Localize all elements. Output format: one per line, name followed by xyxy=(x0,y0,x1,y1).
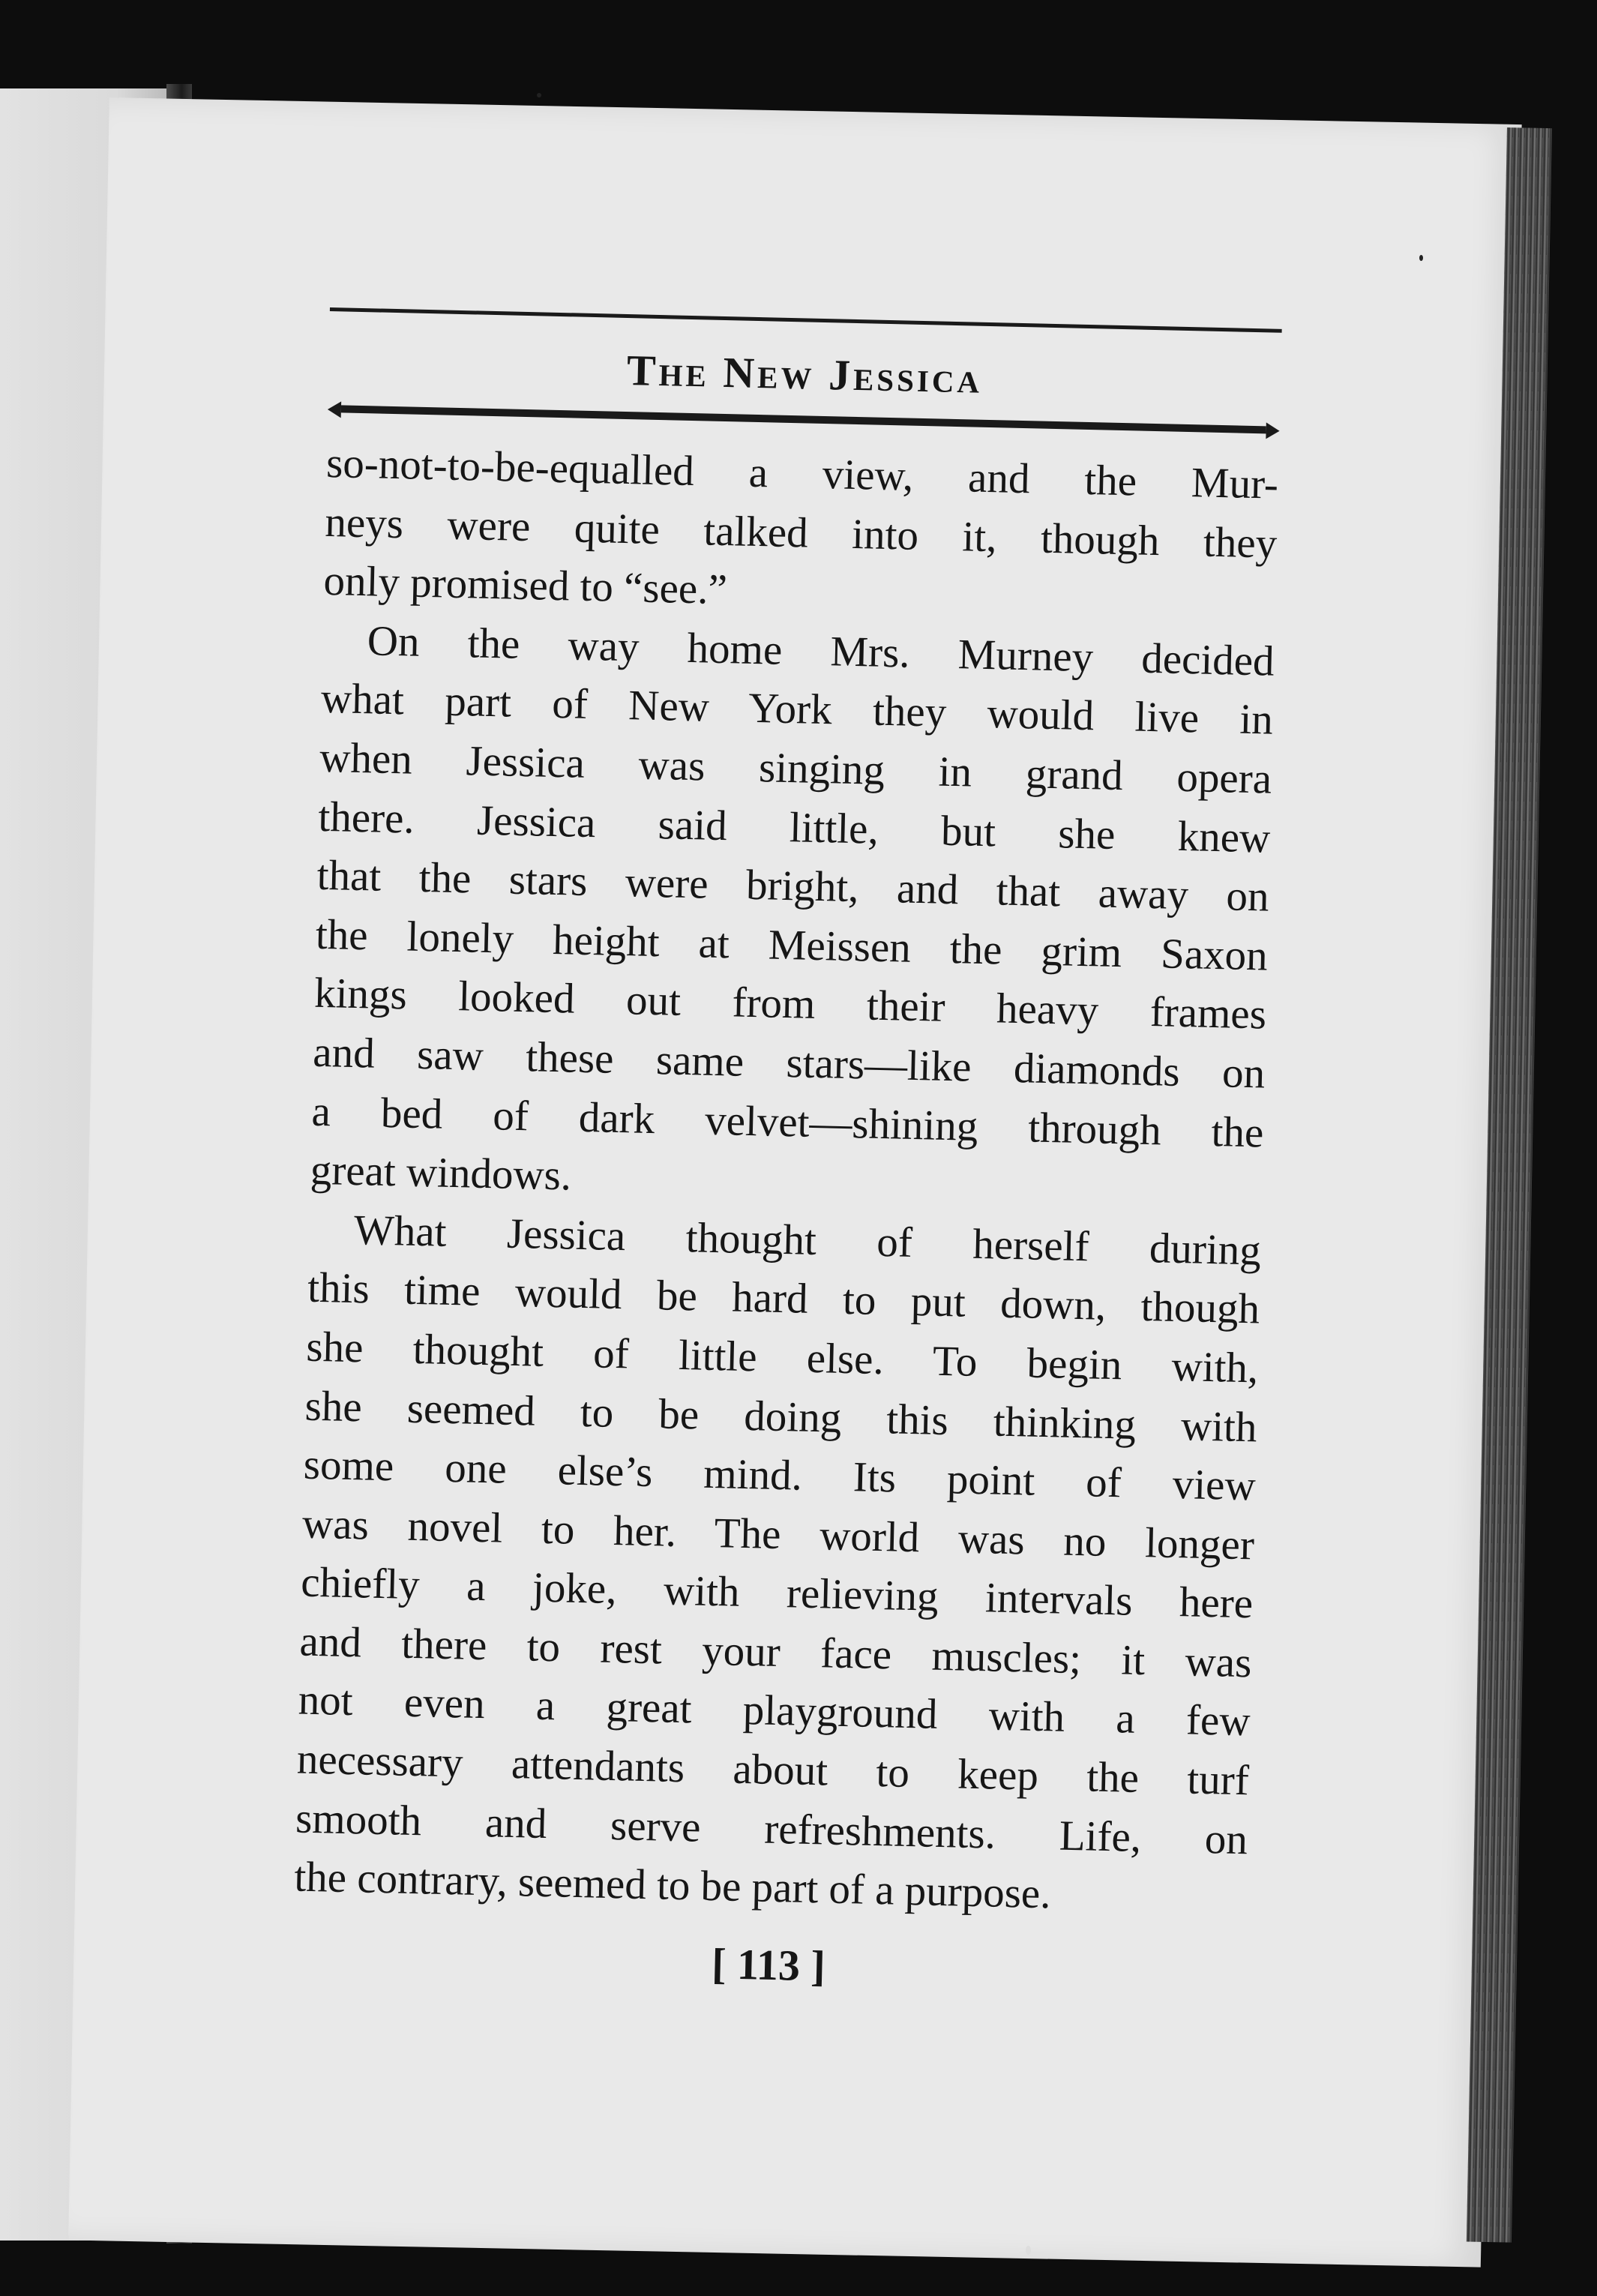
text-line: great windows. xyxy=(310,1146,572,1200)
text-line: smooth and serve refreshments. Life, on xyxy=(295,1794,1248,1863)
arrow-left-ornament xyxy=(328,401,341,418)
ornamental-rule xyxy=(328,401,1280,439)
text-line: necessary attendants about to keep the turf xyxy=(296,1735,1250,1805)
text-line: some one else’s mind. Its point of view xyxy=(303,1440,1257,1510)
text-line: chiefly a joke, with relieving intervals here xyxy=(300,1558,1254,1628)
rule-bar xyxy=(341,405,1266,433)
scan-speck xyxy=(1419,255,1423,261)
text-line: there. Jessica said little, but she knew xyxy=(317,793,1271,862)
text-line: only promised to “see.” xyxy=(323,557,728,614)
scan-speck xyxy=(1026,2246,1031,2255)
text-block xyxy=(292,307,1281,2002)
text-line: when Jessica was singing in grand opera xyxy=(319,733,1272,803)
text-line: neys were quite talked into it, though they xyxy=(324,498,1278,568)
running-head: The New Jessica xyxy=(626,346,983,403)
text-line: not even a great playground with a few xyxy=(298,1676,1251,1746)
body-text xyxy=(294,434,1279,1929)
text-line: and saw these same stars—like diamonds on xyxy=(312,1028,1266,1098)
text-line: and there to rest your face muscles; it was xyxy=(298,1617,1253,1687)
text-line: On the way home Mrs. Murney decided xyxy=(367,617,1275,685)
text-line: the contrary, seemed to be part of a purpose. xyxy=(293,1853,1052,1918)
text-line: kings looked out from their heavy frames xyxy=(313,970,1267,1039)
text-line: this time would be hard to put down, though xyxy=(307,1263,1260,1333)
page-number: [ 113 ] xyxy=(711,1938,826,1991)
text-line: that the stars were bright, and that away on xyxy=(316,851,1270,921)
scan-speck xyxy=(537,93,541,97)
text-line: she seemed to be doing this thinking with xyxy=(304,1382,1258,1451)
text-line: What Jessica thought of herself during xyxy=(353,1206,1262,1275)
text-line: the lonely height at Meissen the grim Saxon xyxy=(315,910,1269,980)
text-line: a bed of dark velvet—shining through the xyxy=(310,1087,1265,1157)
text-line: she thought of little else. To begin with, xyxy=(305,1323,1259,1392)
text-line: what part of New York they would live in xyxy=(320,675,1274,745)
arrow-right-ornament xyxy=(1266,422,1279,439)
text-line: so-not-to-be-equalled a view, and the Mur- xyxy=(325,439,1279,508)
text-line: was novel to her. The world was no longer xyxy=(301,1500,1255,1569)
